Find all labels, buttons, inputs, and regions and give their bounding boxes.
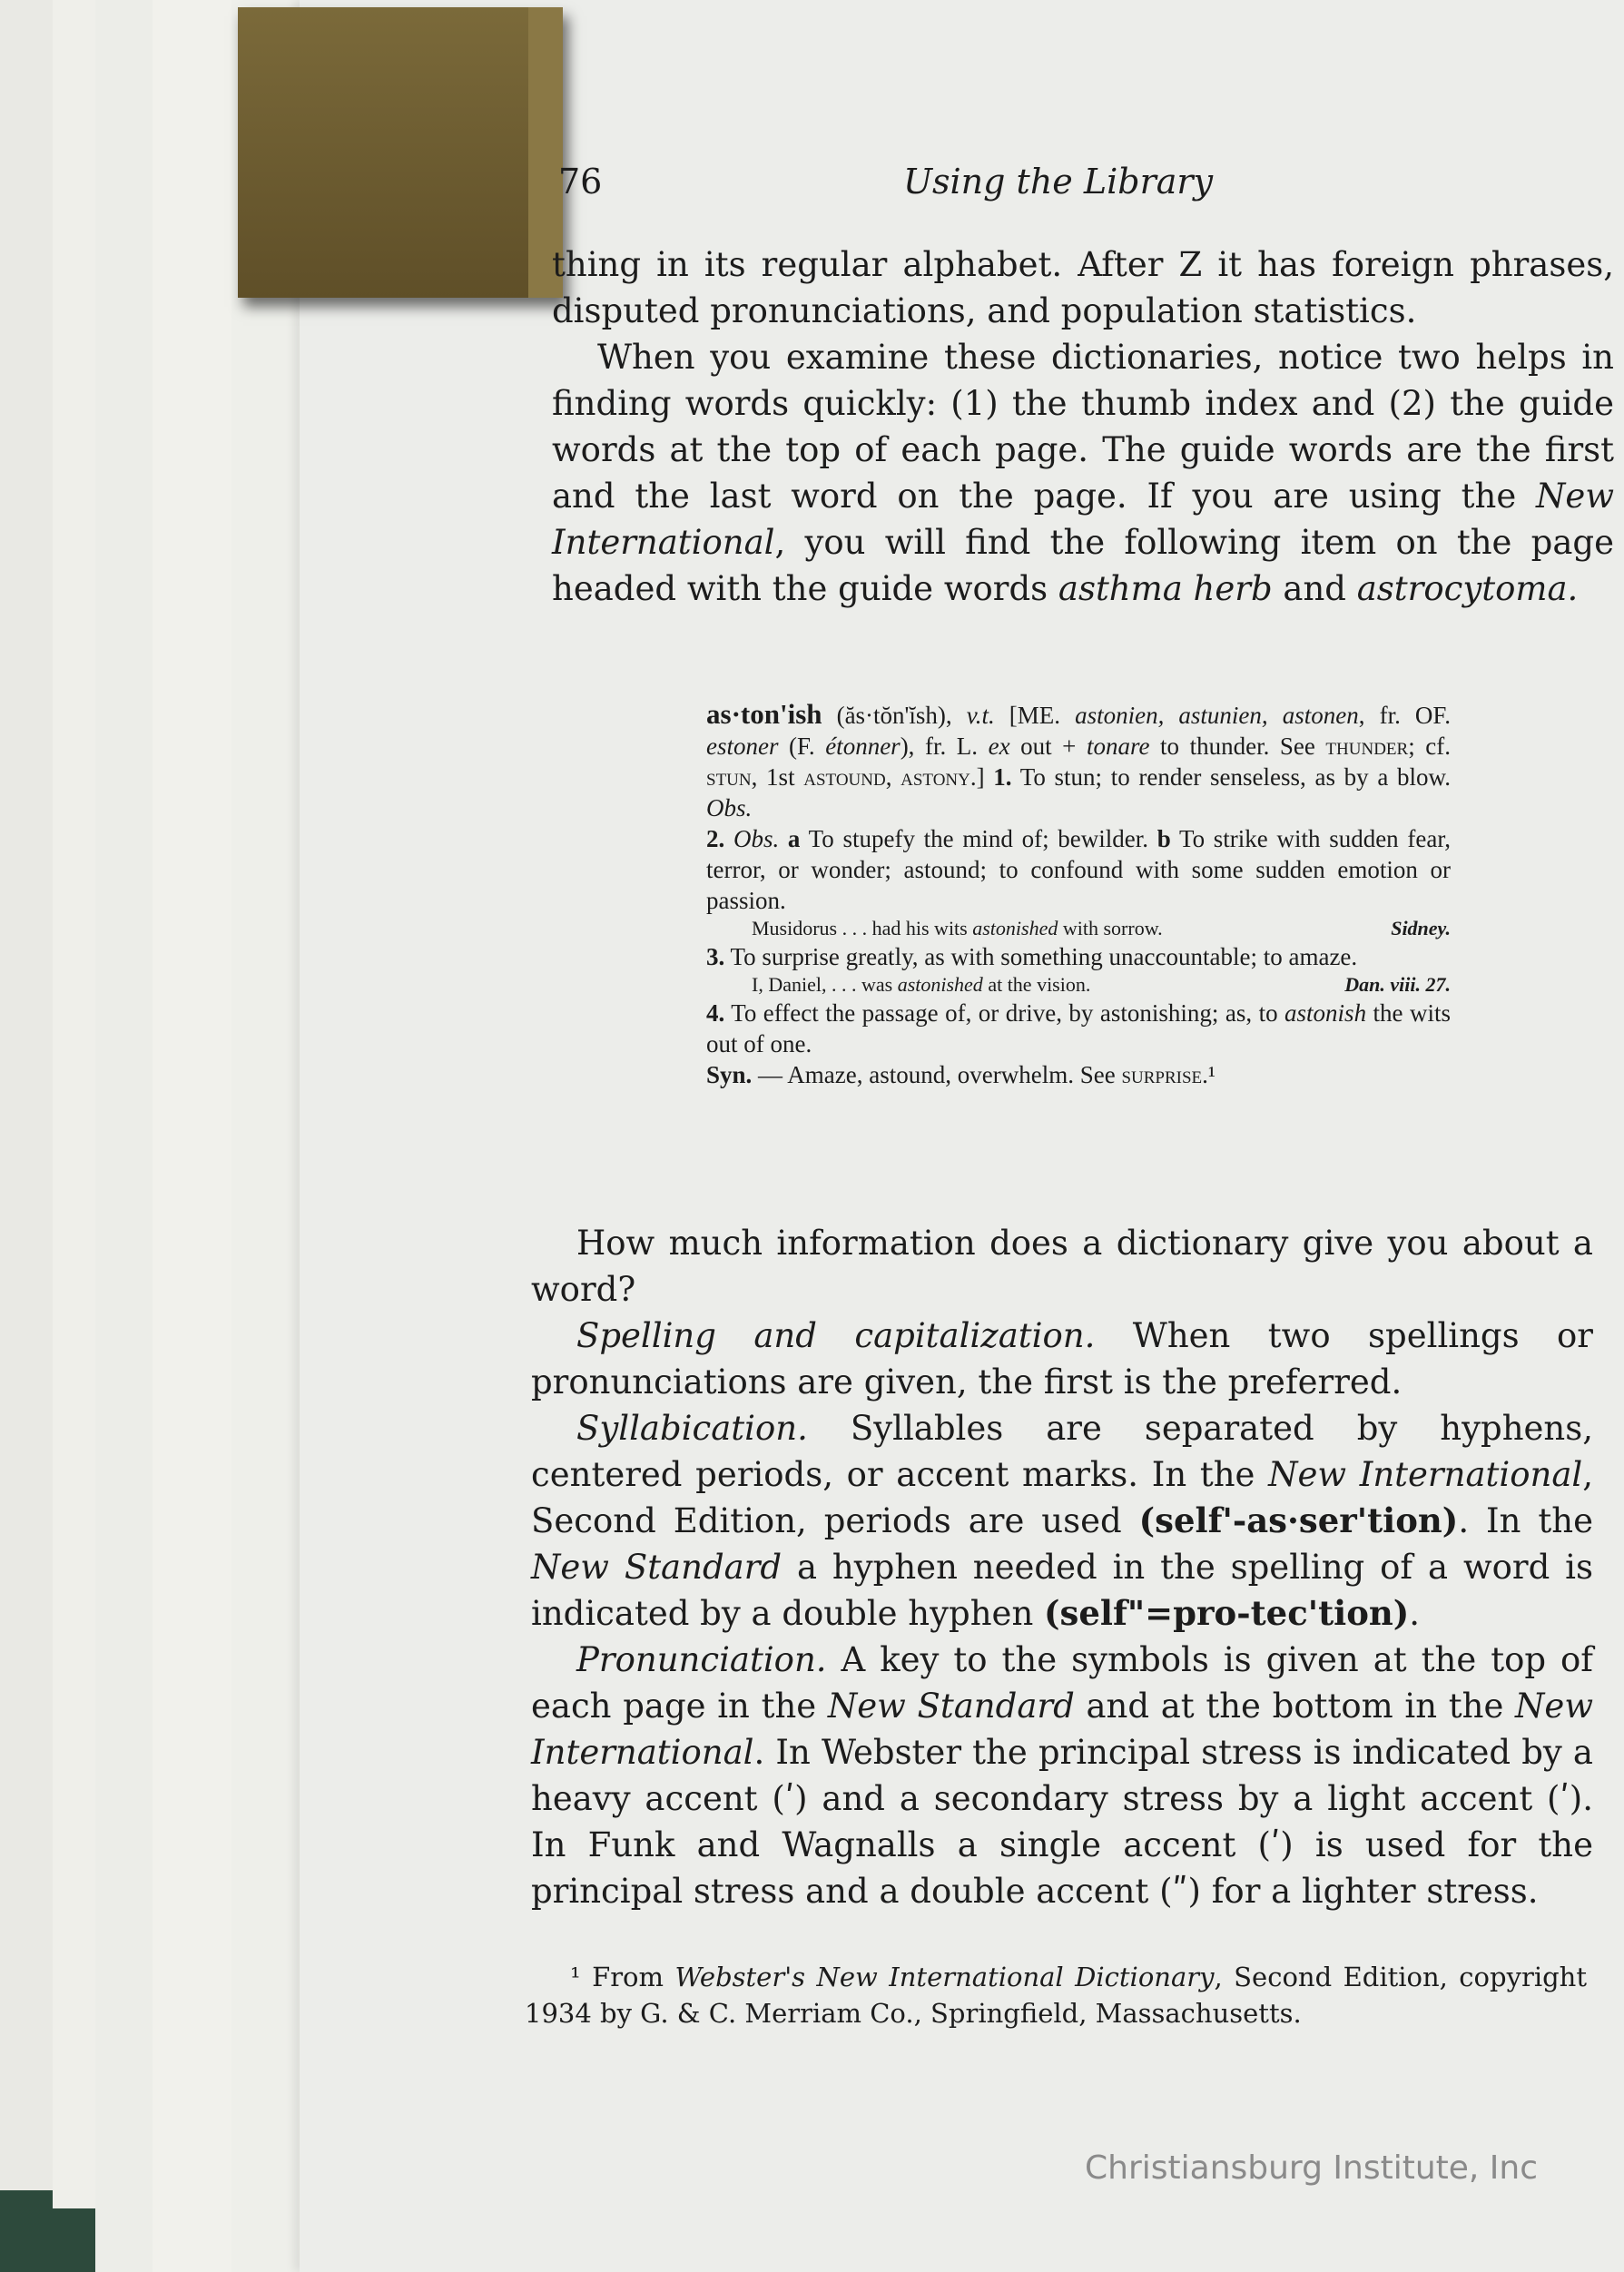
- paragraph: Syllabication. Syllables are separated by hyphens, centered periods, or accent marks. In the New International, Second Edition, periods are used (self'-as·ser'tion). In the New Standard a hyphen needed in the spelling of a word is indicated by a double hyphen (self"=pro-tec'tion).: [531, 1409, 1593, 1633]
- sense-3: 3. To surprise greatly, as with something unaccountable; to amaze.: [706, 943, 1358, 970]
- paragraph: Pronunciation. A key to the symbols is given at the top of each page in the New Standard and at the bottom in the New International. In Webster the principal stress is indicated by a heavy accent (ʹ) and a secondary stress by a light accent (ʹ). In Funk and Wagnalls a single accent (ʹ) is used for the principal stress and a double accent (ʺ) for a lighter stress.: [531, 1640, 1593, 1911]
- quotation: Musidorus . . . had his wits astonished with sorrow. Sidney.: [752, 917, 1451, 939]
- page-number: 76: [558, 162, 603, 202]
- quotation: I, Daniel, . . . was astonished at the vision. Dan. viii. 27.: [752, 973, 1451, 996]
- paragraph: thing in its regular alphabet. After Z it has foreign phrases, disputed pronunciations, and population statistics.: [552, 245, 1614, 330]
- running-title: Using the Library: [903, 162, 1214, 202]
- sense-2: 2. Obs. a To stupefy the mind of; bewilder. b To strike with sudden fear, terror, or wonder; astound; to confound with some sudden emotion or passion.: [706, 825, 1452, 914]
- footnote: ¹ From Webster's New International Dictionary, Second Edition, copyright 1934 by G. & C. Merriam Co., Springfield, Massachusetts.: [525, 1962, 1587, 2029]
- top-paragraphs: [552, 241, 1614, 612]
- synonyms: Syn. — Amaze, astound, overwhelm. See surprise.¹: [706, 1061, 1216, 1088]
- entry-head: as·ton'ish (ăs·tŏn'ĭsh), v.t. [ME. astonien, astunien, astonen, fr. OF. estoner (F. étonner), fr. L. ex out + tonare to thunder. See thunder; cf. stun, 1st astound, astony.] 1. To stun; to render senseless, as by a blow. Obs.: [706, 698, 1451, 821]
- page-edge: [53, 0, 99, 2208]
- page-edge: [0, 0, 55, 2190]
- page-header: [558, 162, 1593, 216]
- page-edge: [153, 0, 235, 2272]
- page-edge: [231, 0, 305, 2272]
- paragraph: When you examine these dictionaries, notice two helps in finding words quickly: (1) the thumb index and (2) the guide words at the top of each page. The guide words are the first and the last word on the page. If you are using the New International, you will find the following item on the page headed with the guide words asthma herb and astrocytoma.: [552, 338, 1614, 608]
- watermark: Christiansburg Institute, Inc: [1085, 2149, 1539, 2187]
- paragraph: Spelling and capitalization. When two spellings or pronunciations are given, the first is the preferred.: [531, 1316, 1593, 1402]
- sense-4: 4. To effect the passage of, or drive, by astonishing; as, to astonish the wits out of one.: [706, 999, 1451, 1057]
- paragraph: How much information does a dictionary give you about a word?: [531, 1224, 1593, 1309]
- page-edge: [95, 0, 155, 2272]
- dictionary-entry: [706, 699, 1451, 1090]
- index-tab: [238, 7, 563, 298]
- bottom-paragraphs: [531, 1220, 1593, 1914]
- headword: as·ton'ish: [706, 698, 822, 730]
